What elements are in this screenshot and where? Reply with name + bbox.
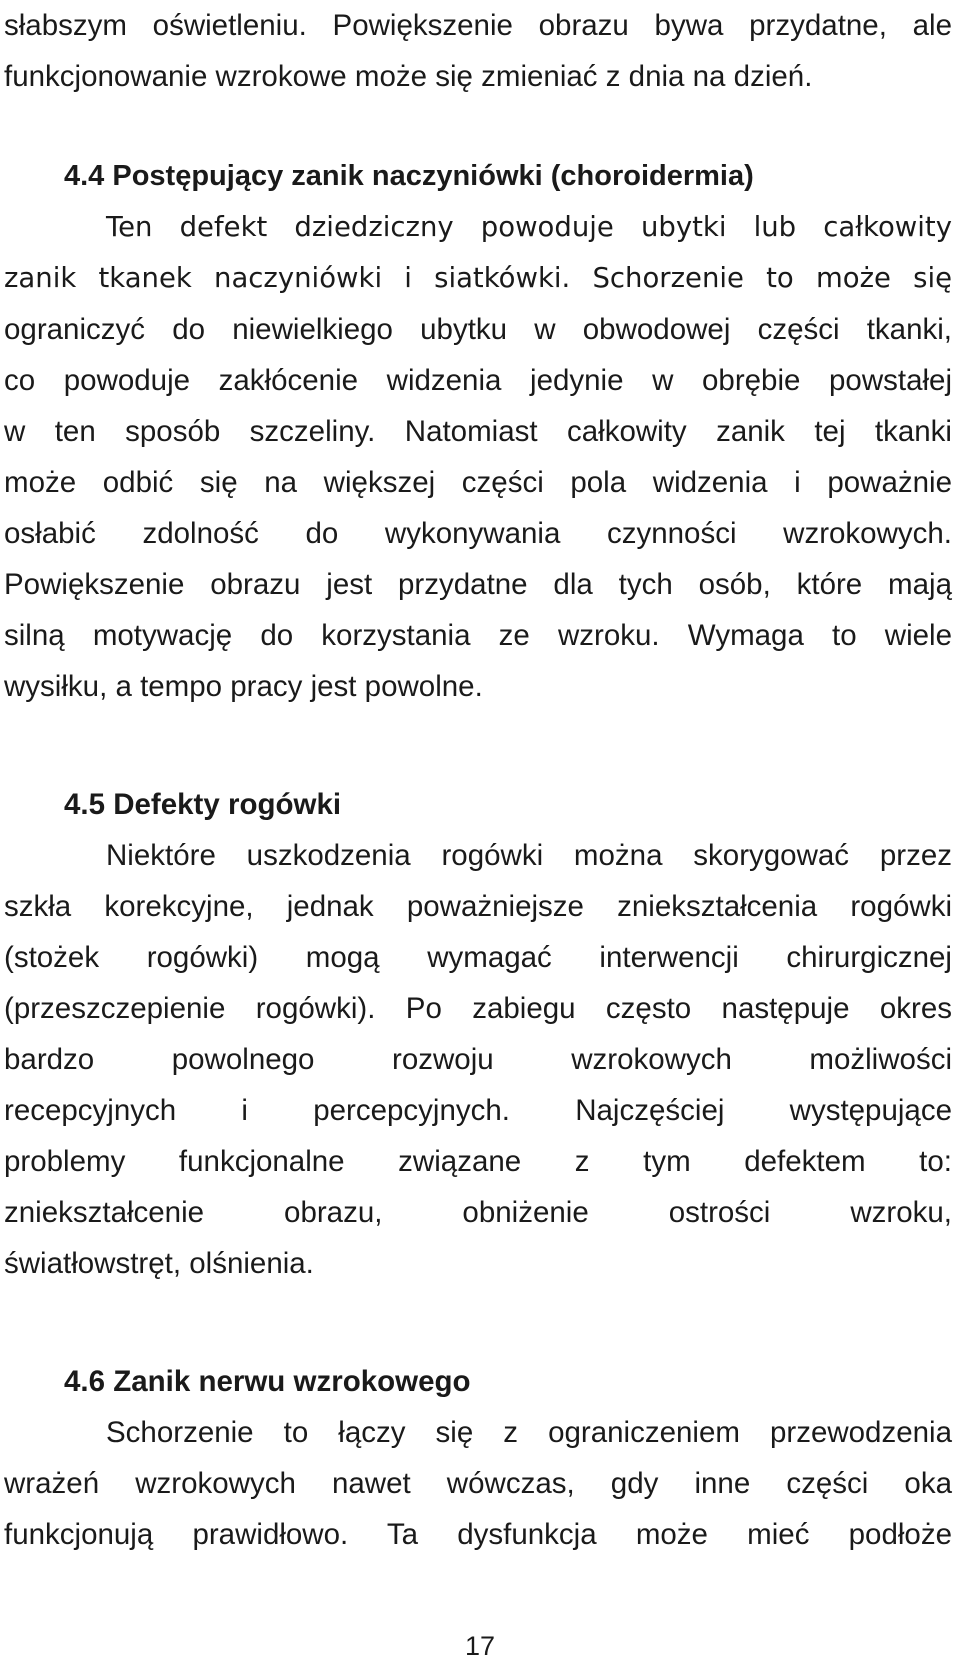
- paragraph-line: Powiększenie obrazu jest przydatne dla tych osób, które mają: [4, 568, 952, 601]
- paragraph-line: Schorzenie to łączy się z ograniczeniem przewodzenia: [106, 1416, 952, 1449]
- paragraph-line: zniekształcenie obrazu, obniżenie ostrości wzroku,: [4, 1196, 952, 1229]
- paragraph-line: ograniczyć do niewielkiego ubytku w obwodowej części tkanki,: [4, 313, 952, 346]
- section-heading-4-4: 4.4 Postępujący zanik naczyniówki (choroidermia): [64, 160, 754, 192]
- paragraph-line: wysiłku, a tempo pracy jest powolne.: [4, 670, 483, 703]
- paragraph-line: (przeszczepienie rogówki). Po zabiegu często następuje okres: [4, 992, 952, 1025]
- section-4-5-paragraph: [4, 830, 952, 1289]
- paragraph-line: wrażeń wzrokowych nawet wówczas, gdy inne części oka: [4, 1467, 952, 1500]
- paragraph-line: bardzo powolnego rozwoju wzrokowych możliwości: [4, 1043, 952, 1076]
- paragraph-line: co powoduje zakłócenie widzenia jedynie w obrębie powstałej: [4, 364, 952, 397]
- paragraph-line: szkła korekcyjne, jednak poważniejsze zniekształcenia rogówki: [4, 890, 952, 923]
- section-4-4-paragraph: [4, 202, 952, 712]
- section-heading-4-5: 4.5 Defekty rogówki: [64, 788, 342, 821]
- paragraph-line: osłabić zdolność do wykonywania czynności wzrokowych.: [4, 517, 952, 550]
- paragraph-line: problemy funkcjonalne związane z tym defektem to:: [4, 1145, 952, 1178]
- paragraph-line: silną motywację do korzystania ze wzroku. Wymaga to wiele: [4, 619, 952, 652]
- document-page: [4, 0, 952, 1560]
- paragraph-line: Niektóre uszkodzenia rogówki można skorygować przez: [106, 839, 952, 872]
- paragraph-line: słabszym oświetleniu. Powiększenie obrazu bywa przydatne, ale: [4, 9, 952, 42]
- paragraph-line: recepcyjnych i percepcyjnych. Najczęściej występujące: [4, 1094, 952, 1127]
- paragraph-line: w ten sposób szczeliny. Natomiast całkowity zanik tej tkanki: [4, 415, 952, 448]
- page-number: 17: [464, 1631, 496, 1661]
- section-4-6-paragraph: [4, 1407, 952, 1560]
- paragraph-line: światłowstręt, olśnienia.: [4, 1247, 314, 1280]
- paragraph-line: funkcjonowanie wzrokowe może się zmieniać z dnia na dzień.: [4, 60, 813, 93]
- paragraph-line: funkcjonują prawidłowo. Ta dysfunkcja może mieć podłoże: [4, 1518, 952, 1551]
- intro-paragraph: [4, 0, 952, 102]
- paragraph-line: zanik tkanek naczyniówki i siatkówki. Schorzenie to może się: [4, 262, 952, 294]
- paragraph-line: może odbić się na większej części pola widzenia i poważnie: [4, 466, 952, 499]
- section-heading-4-6: 4.6 Zanik nerwu wzrokowego: [64, 1365, 471, 1398]
- paragraph-line: (stożek rogówki) mogą wymagać interwencji chirurgicznej: [4, 941, 952, 974]
- paragraph-line: Ten defekt dziedziczny powoduje ubytki lub całkowity: [106, 211, 952, 243]
